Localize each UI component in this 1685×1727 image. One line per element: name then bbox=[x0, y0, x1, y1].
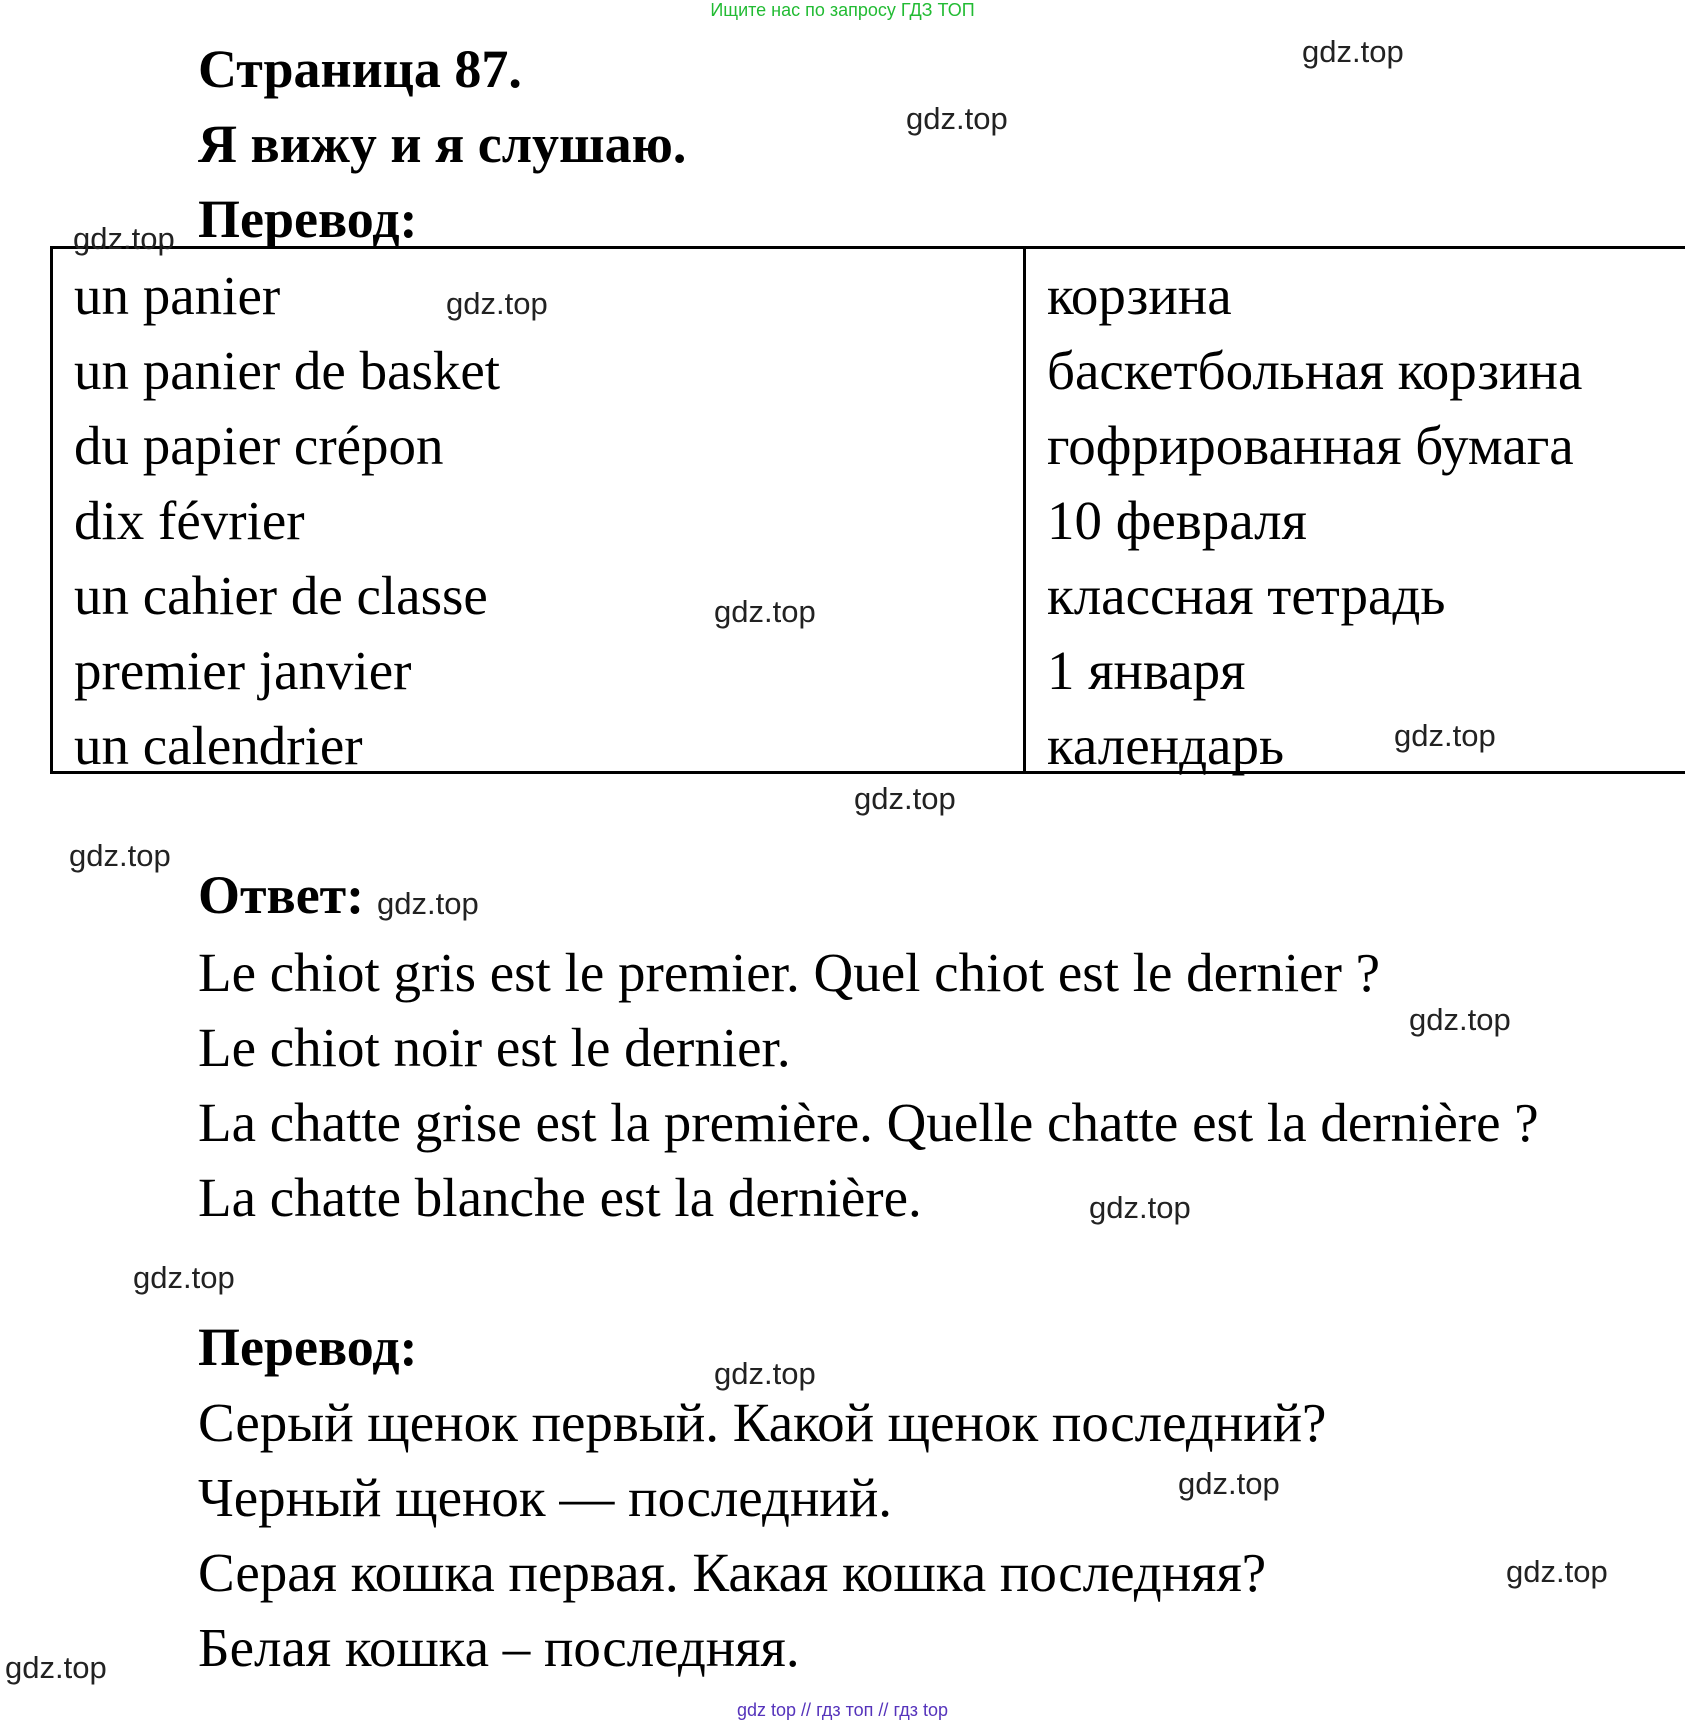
vocab-french-word: premier janvier bbox=[74, 640, 412, 701]
vocab-russian-word: 10 февраля bbox=[1047, 490, 1307, 551]
watermark: gdz.top bbox=[1302, 34, 1404, 69]
answer-line: La chatte blanche est la dernière. bbox=[198, 1167, 922, 1228]
vocabulary-table-divider bbox=[1023, 246, 1026, 774]
watermark: gdz.top bbox=[1506, 1554, 1608, 1589]
vocab-russian-word: календарь bbox=[1047, 715, 1285, 776]
page-title: Страница 87. bbox=[198, 39, 522, 99]
footer-link[interactable]: гдз топ bbox=[816, 1700, 874, 1720]
vocab-russian-word: баскетбольная корзина bbox=[1047, 340, 1583, 401]
translation-line: Серый щенок первый. Какой щенок последний? bbox=[198, 1392, 1327, 1453]
watermark: gdz.top bbox=[714, 594, 816, 629]
top-banner: Ищите нас по запросу ГДЗ ТОП bbox=[710, 0, 975, 20]
answer-line: Le chiot gris est le premier. Quel chiot est le dernier ? bbox=[198, 942, 1381, 1003]
answer-heading: Ответ: bbox=[198, 865, 365, 925]
translation-lines bbox=[198, 1385, 1326, 1685]
watermark: gdz.top bbox=[73, 221, 175, 256]
translation-line: Серая кошка первая. Какая кошка последняя? bbox=[198, 1542, 1267, 1603]
watermark: gdz.top bbox=[1178, 1466, 1280, 1501]
watermark: gdz.top bbox=[69, 838, 171, 873]
watermark: gdz.top bbox=[1089, 1190, 1191, 1225]
watermark: gdz.top bbox=[5, 1650, 107, 1685]
translation-heading-1: Перевод: bbox=[198, 189, 418, 249]
footer-links bbox=[0, 1700, 1685, 1721]
vocab-french-word: dix février bbox=[74, 490, 305, 551]
section-title: Я вижу и я слушаю. bbox=[198, 114, 687, 174]
vocab-russian-word: классная тетрадь bbox=[1047, 565, 1446, 626]
watermark: gdz.top bbox=[1409, 1002, 1511, 1037]
footer-separator: // bbox=[801, 1700, 812, 1720]
watermark: gdz.top bbox=[714, 1356, 816, 1391]
footer-separator: // bbox=[878, 1700, 889, 1720]
answer-line: Le chiot noir est le dernier. bbox=[198, 1017, 791, 1078]
vocab-french-word: du papier crépon bbox=[74, 415, 444, 476]
translation-line: Черный щенок — последний. bbox=[198, 1467, 893, 1528]
watermark: gdz.top bbox=[377, 886, 479, 921]
vocab-russian-word: гофрированная бумага bbox=[1047, 415, 1574, 476]
vocab-french-word: un panier de basket bbox=[74, 340, 501, 401]
vocabulary-russian-column bbox=[1047, 258, 1582, 783]
footer-link[interactable]: гдз top bbox=[893, 1700, 948, 1720]
watermark: gdz.top bbox=[446, 286, 548, 321]
vocab-russian-word: корзина bbox=[1047, 265, 1232, 326]
translation-line: Белая кошка – последняя. bbox=[198, 1617, 800, 1678]
answer-line: La chatte grise est la première. Quelle chatte est la dernière ? bbox=[198, 1092, 1539, 1153]
watermark: gdz.top bbox=[133, 1260, 235, 1295]
watermark: gdz.top bbox=[906, 101, 1008, 136]
watermark: gdz.top bbox=[1394, 718, 1496, 753]
vocab-french-word: un cahier de classe bbox=[74, 565, 488, 626]
vocab-french-word: un panier bbox=[74, 265, 281, 326]
vocab-french-word: un calendrier bbox=[74, 715, 363, 776]
translation-heading-2: Перевод: bbox=[198, 1317, 418, 1377]
watermark: gdz.top bbox=[854, 781, 956, 816]
answer-lines bbox=[198, 935, 1539, 1235]
vocabulary-french-column bbox=[74, 258, 500, 783]
footer-link[interactable]: gdz top bbox=[736, 1700, 797, 1720]
vocab-russian-word: 1 января bbox=[1047, 640, 1246, 701]
